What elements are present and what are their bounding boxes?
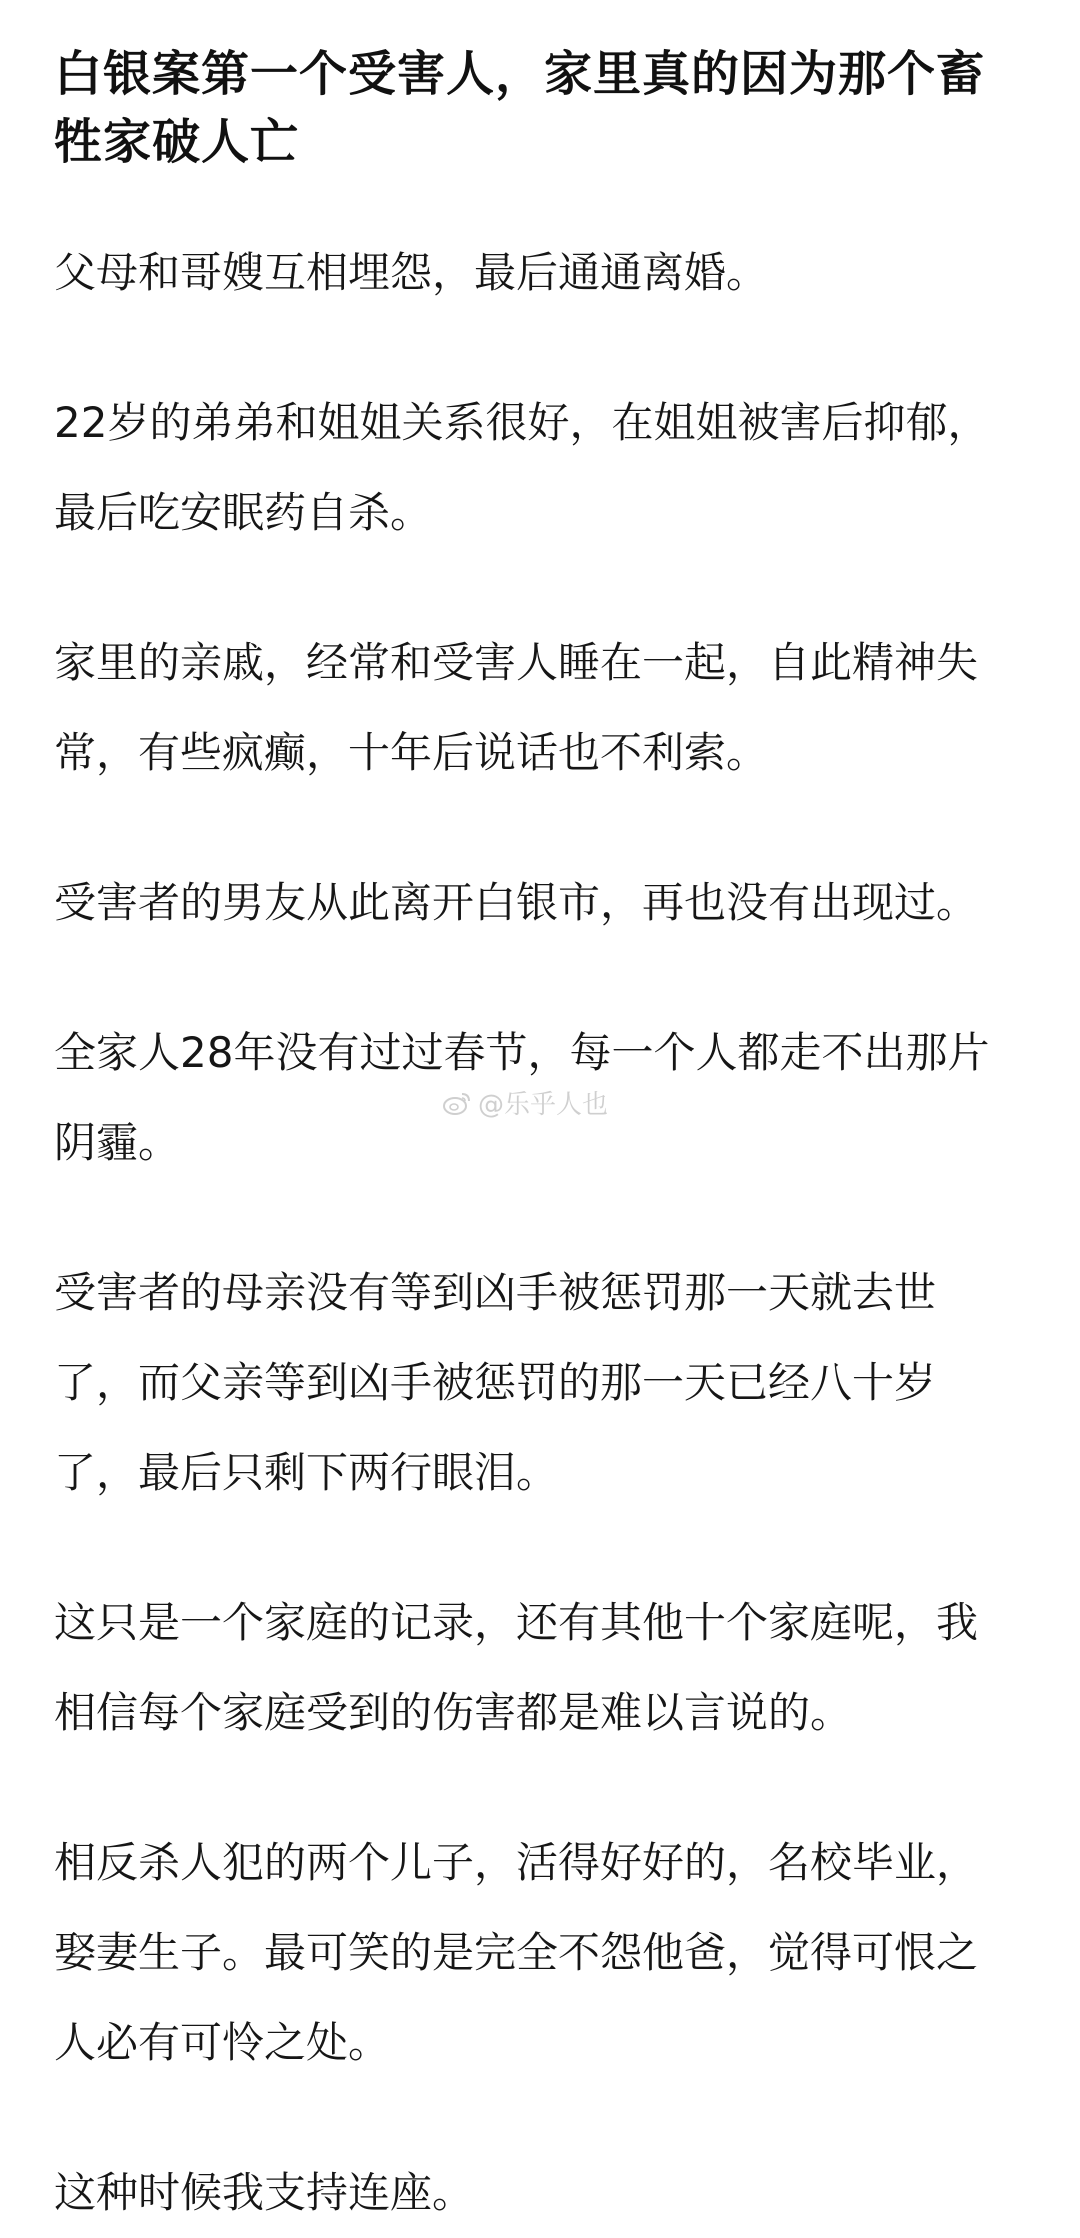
paragraph-3: 家里的亲戚，经常和受害人睡在一起，自此精神失常，有些疯癫，十年后说话也不利索。 xyxy=(54,638,979,777)
paragraph-2: 22岁的弟弟和姐姐关系很好，在姐姐被害后抑郁，最后吃安眠药自杀。 xyxy=(54,398,990,537)
watermark-text: @乐乎人也 xyxy=(478,1090,609,1120)
paragraph-7: 这只是一个家庭的记录，还有其他十个家庭呢，我相信每个家庭受到的伤害都是难以言说的。 xyxy=(54,1598,979,1737)
article xyxy=(54,40,1014,2238)
paragraph-5: 全家人28年没有过过春节，每一个人都走不出那片阴霾。 xyxy=(54,1028,990,1167)
paragraph-6: 受害者的母亲没有等到凶手被惩罚那一天就去世了，而父亲等到凶手被惩罚的那一天已经八十岁了，最后只剩下两行眼泪。 xyxy=(54,1268,937,1497)
article-title: 白银案第一个受害人，家里真的因为那个畜牲家破人亡 xyxy=(54,46,986,170)
paragraph-8: 相反杀人犯的两个儿子，活得好好的，名校毕业，娶妻生子。最可笑的是完全不怨他爸，觉得可恨之人必有可怜之处。 xyxy=(54,1838,979,2067)
paragraph-4: 受害者的男友从此离开白银市，再也没有出现过。 xyxy=(54,878,979,927)
paragraph-1: 父母和哥嫂互相埋怨，最后通通离婚。 xyxy=(54,248,769,297)
paragraph-9: 这种时候我支持连座。 xyxy=(54,2168,475,2217)
